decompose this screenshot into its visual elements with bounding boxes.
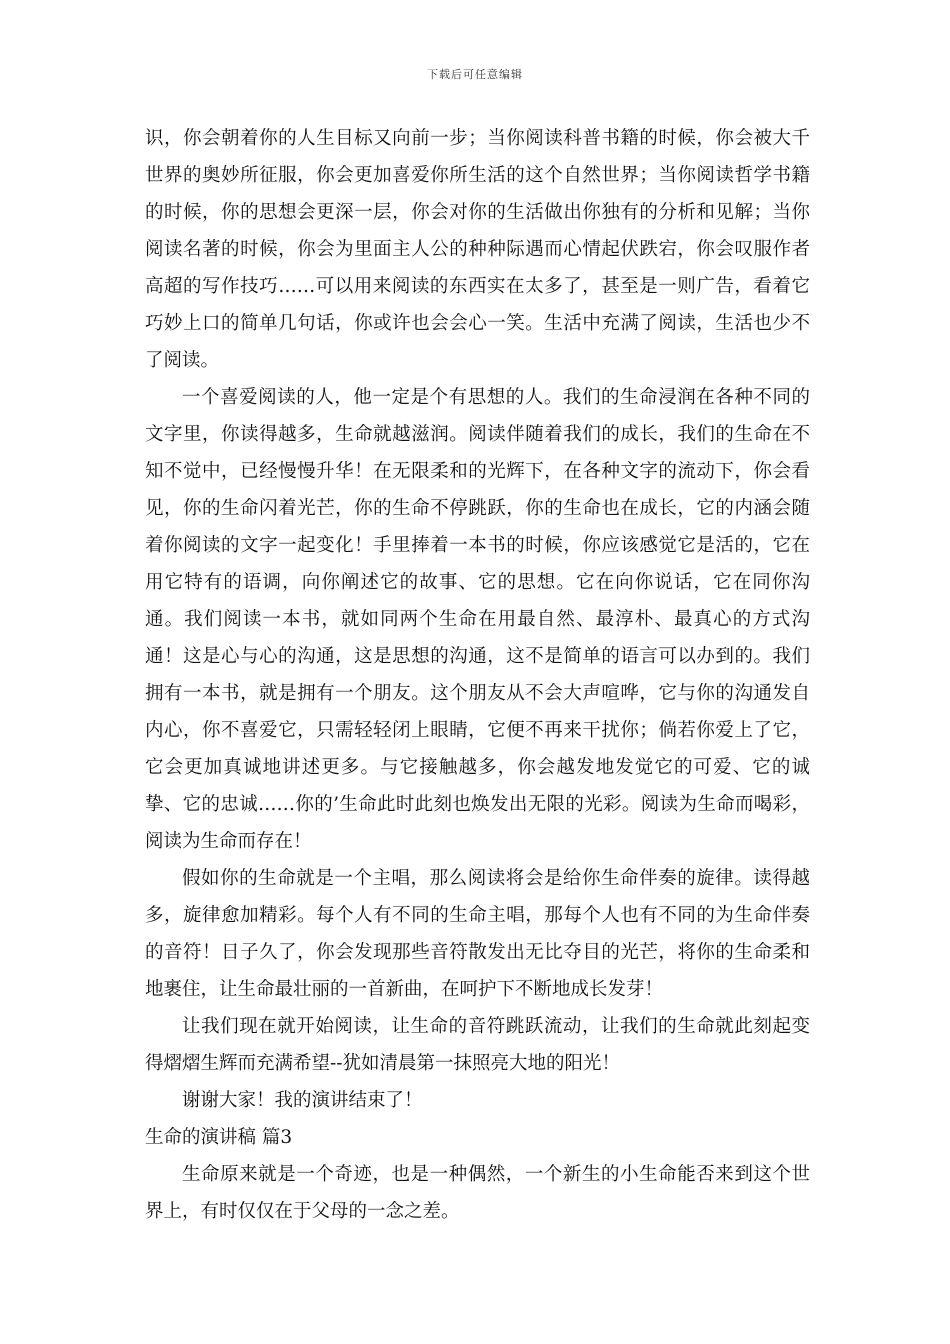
section-heading: 生命的演讲稿 篇3	[145, 1127, 293, 1148]
document-body	[145, 120, 810, 1230]
paragraph-1: 识，你会朝着你的人生目标又向前一步；当你阅读科普书籍的时候，你会被大千世界的奥妙所征服，你会更加喜爱你所生活的这个自然世界；当你阅读哲学书籍的时候，你的思想会更深一层，你会对你的生活做出你独有的分析和见解；当你阅读名著的时候，你会为里面主人公的种种际遇而心情起伏跌宕，你会叹服作者高超的写作技巧……可以用来阅读的东西实在太多了，甚至是一则广告，看着它巧妙上口的简单几句话，你或许也会会心一笑。生活中充满了阅读，生活也少不了阅读。	[145, 128, 810, 371]
paragraph-6: 生命原来就是一个奇迹，也是一种偶然，一个新生的小生命能否来到这个世界上，有时仅仅在于父母的一念之差。	[145, 1164, 810, 1222]
paragraph-2: 一个喜爱阅读的人，他一定是个有思想的人。我们的生命浸润在各种不同的文字里，你读得越多，生命就越滋润。阅读伴随着我们的成长，我们的生命在不知不觉中，已经慢慢升华！在无限柔和的光辉下，在各种文字的流动下，你会看见，你的生命闪着光芒，你的生命不停跳跃，你的生命也在成长，它的内涵会随着你阅读的文字一起变化！手里捧着一本书的时候，你应该感觉它是活的，它在用它特有的语调，向你阐述它的故事、它的思想。它在向你说话，它在同你沟通。我们阅读一本书，就如同两个生命在用最自然、最淳朴、最真心的方式沟通！这是心与心的沟通，这是思想的沟通，这不是简单的语言可以办到的。我们拥有一本书，就是拥有一个朋友。这个朋友从不会大声喧哗，它与你的沟通发自内心，你不喜爱它，只需轻轻闭上眼睛，它便不再来干扰你；倘若你爱上了它，它会更加真诚地讲述更多。与它接触越多，你会越发地发觉它的可爱、它的诚挚、它的忠诚……你的’生命此时此刻也焕发出无限的光彩。阅读为生命而喝彩，阅读为生命而存在！	[145, 387, 810, 852]
paragraph-5: 谢谢大家！我的演讲结束了！	[182, 1090, 423, 1111]
paragraph-3: 假如你的生命就是一个主唱，那么阅读将会是给你生命伴奏的旋律。读得越多，旋律愈加精彩。每个人有不同的生命主唱，那每个人也有不同的为生命伴奏的音符！日子久了，你会发现那些音符散发出无比夺目的光芒，将你的生命柔和地裹住，让生命最壮丽的一首新曲，在呵护下不断地成长发芽！	[145, 868, 810, 1000]
paragraph-4: 让我们现在就开始阅读，让生命的音符跳跃流动，让我们的生命就此刻起变得熠熠生辉而充满希望--犹如清晨第一抹照亮大地的阳光！	[145, 1016, 810, 1074]
page-header: 下载后可任意编辑	[427, 68, 523, 81]
